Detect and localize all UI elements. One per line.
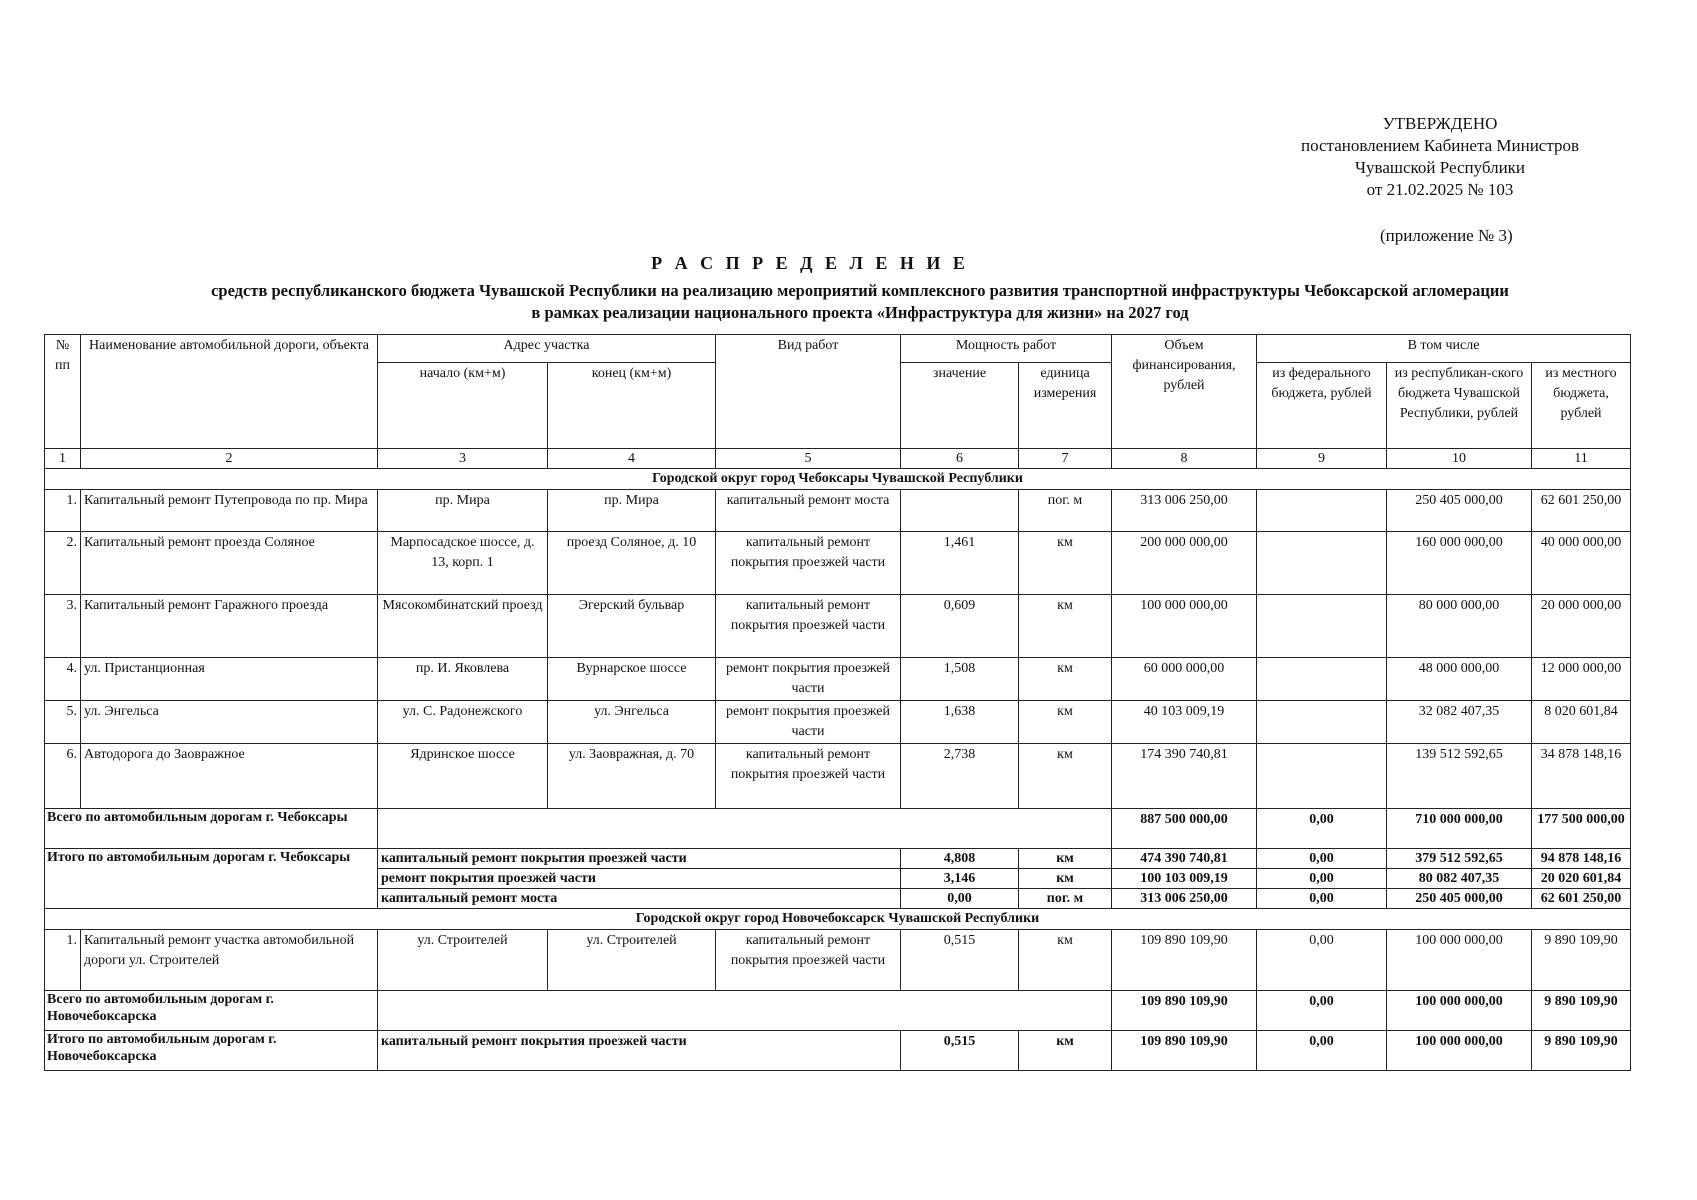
capacity-value: 0,515 [901, 1031, 1019, 1071]
column-number: 3 [378, 449, 548, 469]
column-number: 5 [716, 449, 901, 469]
end-address: ул. Строителей [548, 930, 716, 991]
funding-total: 109 890 109,90 [1112, 991, 1257, 1031]
capacity-unit: км [1019, 930, 1112, 991]
appendix-label: (приложение № 3) [1380, 226, 1513, 245]
row-number: 3. [45, 595, 81, 658]
column-number: 1 [45, 449, 81, 469]
itogo-label: Итого по автомобильным дорогам г. Новочебоксарска [45, 1031, 378, 1071]
funding-federal [1257, 744, 1387, 809]
header-work: Вид работ [716, 335, 901, 449]
column-numbers-row [45, 449, 1631, 469]
header-address: Адрес участка [378, 335, 716, 363]
funding-total: 174 390 740,81 [1112, 744, 1257, 809]
work-type: капитальный ремонт моста [716, 490, 901, 532]
funding-total: 109 890 109,90 [1112, 1031, 1257, 1071]
funding-republic: 139 512 592,65 [1387, 744, 1532, 809]
start-address: ул. Строителей [378, 930, 548, 991]
row-number: 6. [45, 744, 81, 809]
work-type: капитальный ремонт покрытия проезжей части [378, 1031, 901, 1071]
row-number: 1. [45, 930, 81, 991]
capacity-value [901, 490, 1019, 532]
funding-total: 40 103 009,19 [1112, 701, 1257, 744]
capacity-value: 0,609 [901, 595, 1019, 658]
distribution-table [44, 334, 1631, 1071]
itogo-row [45, 849, 1631, 869]
header-including: В том числе [1257, 335, 1631, 363]
end-address: проезд Соляное, д. 10 [548, 532, 716, 595]
total-label: Всего по автомобильным дорогам г. Чебоксары [45, 809, 378, 849]
funding-local: 9 890 109,90 [1532, 930, 1631, 991]
column-number: 4 [548, 449, 716, 469]
funding-republic: 80 000 000,00 [1387, 595, 1532, 658]
table-head [45, 335, 1631, 469]
funding-republic: 710 000 000,00 [1387, 809, 1532, 849]
column-number: 8 [1112, 449, 1257, 469]
start-address: пр. Мира [378, 490, 548, 532]
road-name: ул. Пристанционная [81, 658, 378, 701]
funding-republic: 100 000 000,00 [1387, 1031, 1532, 1071]
capacity-value: 0,515 [901, 930, 1019, 991]
capacity-unit: км [1019, 701, 1112, 744]
funding-republic: 48 000 000,00 [1387, 658, 1532, 701]
funding-federal [1257, 701, 1387, 744]
document-title: Р А С П Р Е Д Е Л Е Н И Е [651, 253, 969, 273]
section-cheboksary [45, 469, 1631, 909]
row-number: 4. [45, 658, 81, 701]
start-address: пр. И. Яковлева [378, 658, 548, 701]
road-name: Капитальный ремонт Путепровода по пр. Мира [81, 490, 378, 532]
work-type: капитальный ремонт покрытия проезжей части [716, 532, 901, 595]
capacity-unit: км [1019, 849, 1112, 869]
funding-federal: 0,00 [1257, 991, 1387, 1031]
funding-federal [1257, 595, 1387, 658]
table-row [45, 701, 1631, 744]
capacity-unit: км [1019, 595, 1112, 658]
start-address: Марпосадское шоссе, д. 13, корп. 1 [378, 532, 548, 595]
row-number: 5. [45, 701, 81, 744]
funding-federal [1257, 490, 1387, 532]
total-row [45, 991, 1631, 1031]
total-row [45, 809, 1631, 849]
header-unit: единица измерения [1019, 363, 1112, 449]
funding-total: 109 890 109,90 [1112, 930, 1257, 991]
funding-total: 474 390 740,81 [1112, 849, 1257, 869]
work-type: капитальный ремонт покрытия проезжей части [716, 744, 901, 809]
header-capacity: Мощность работ [901, 335, 1112, 363]
funding-federal: 0,00 [1257, 889, 1387, 909]
capacity-value: 1,461 [901, 532, 1019, 595]
funding-local: 40 000 000,00 [1532, 532, 1631, 595]
approval-line: Чувашской Республики [1354, 158, 1526, 177]
end-address: Вурнарское шоссе [548, 658, 716, 701]
start-address: ул. С. Радонежского [378, 701, 548, 744]
capacity-unit: пог. м [1019, 889, 1112, 909]
funding-federal [1257, 658, 1387, 701]
header-republic: из республикан-ского бюджета Чувашской Республики, рублей [1387, 363, 1532, 449]
total-blank [378, 991, 1112, 1031]
table-row [45, 658, 1631, 701]
work-type: капитальный ремонт покрытия проезжей части [378, 849, 901, 869]
section-novocheboksarsk [45, 909, 1631, 1071]
itogo-row [45, 1031, 1631, 1071]
start-address: Мясокомбинатский проезд [378, 595, 548, 658]
funding-local: 62 601 250,00 [1532, 490, 1631, 532]
column-number: 7 [1019, 449, 1112, 469]
end-address: пр. Мира [548, 490, 716, 532]
capacity-value: 3,146 [901, 869, 1019, 889]
funding-republic: 100 000 000,00 [1387, 991, 1532, 1031]
funding-local: 20 020 601,84 [1532, 869, 1631, 889]
funding-local: 62 601 250,00 [1532, 889, 1631, 909]
section-title: Городской округ город Чебоксары Чувашской Республики [45, 469, 1631, 490]
approval-stamp [1250, 113, 1630, 201]
header-value: значение [901, 363, 1019, 449]
end-address: ул. Энгельса [548, 701, 716, 744]
road-name: Автодорога до Заовражное [81, 744, 378, 809]
column-number: 9 [1257, 449, 1387, 469]
work-type: капитальный ремонт покрытия проезжей части [716, 595, 901, 658]
work-type: ремонт покрытия проезжей части [716, 658, 901, 701]
funding-local: 177 500 000,00 [1532, 809, 1631, 849]
capacity-unit: пог. м [1019, 490, 1112, 532]
capacity-value: 1,508 [901, 658, 1019, 701]
funding-local: 94 878 148,16 [1532, 849, 1631, 869]
itogo-label: Итого по автомобильным дорогам г. Чебоксары [45, 849, 378, 909]
capacity-unit: км [1019, 658, 1112, 701]
capacity-value: 2,738 [901, 744, 1019, 809]
funding-republic: 80 082 407,35 [1387, 869, 1532, 889]
funding-republic: 250 405 000,00 [1387, 490, 1532, 532]
funding-local: 8 020 601,84 [1532, 701, 1631, 744]
header-num: № пп [45, 335, 81, 449]
capacity-value: 4,808 [901, 849, 1019, 869]
section-title: Городской округ город Новочебоксарск Чувашской Республики [45, 909, 1631, 930]
funding-republic: 160 000 000,00 [1387, 532, 1532, 595]
funding-local: 9 890 109,90 [1532, 991, 1631, 1031]
funding-republic: 250 405 000,00 [1387, 889, 1532, 909]
row-number: 2. [45, 532, 81, 595]
header-volume: Объем финансирования, рублей [1112, 335, 1257, 449]
header-name: Наименование автомобильной дороги, объекта [81, 335, 378, 449]
work-type: ремонт покрытия проезжей части [716, 701, 901, 744]
column-number: 2 [81, 449, 378, 469]
funding-local: 20 000 000,00 [1532, 595, 1631, 658]
approval-line: постановлением Кабинета Министров [1300, 136, 1580, 155]
total-blank [378, 809, 1112, 849]
funding-federal: 0,00 [1257, 1031, 1387, 1071]
capacity-value: 1,638 [901, 701, 1019, 744]
approval-date: от 21.02.2025 № 103 [1366, 180, 1514, 199]
capacity-unit: км [1019, 744, 1112, 809]
work-type: капитальный ремонт моста [378, 889, 901, 909]
table-row [45, 744, 1631, 809]
funding-federal: 0,00 [1257, 930, 1387, 991]
funding-local: 12 000 000,00 [1532, 658, 1631, 701]
document-subtitle [0, 280, 1697, 324]
column-number: 11 [1532, 449, 1631, 469]
funding-local: 9 890 109,90 [1532, 1031, 1631, 1071]
road-name: Капитальный ремонт проезда Соляное [81, 532, 378, 595]
work-type: ремонт покрытия проезжей части [378, 869, 901, 889]
end-address: Эгерский бульвар [548, 595, 716, 658]
funding-federal [1257, 532, 1387, 595]
funding-federal: 0,00 [1257, 869, 1387, 889]
funding-republic: 100 000 000,00 [1387, 930, 1532, 991]
funding-total: 887 500 000,00 [1112, 809, 1257, 849]
funding-total: 313 006 250,00 [1112, 490, 1257, 532]
column-number: 6 [901, 449, 1019, 469]
funding-total: 313 006 250,00 [1112, 889, 1257, 909]
approval-heading: УТВЕРЖДЕНО [1382, 114, 1498, 133]
table-row [45, 930, 1631, 991]
funding-republic: 379 512 592,65 [1387, 849, 1532, 869]
header-federal: из федерального бюджета, рублей [1257, 363, 1387, 449]
capacity-unit: км [1019, 869, 1112, 889]
funding-federal: 0,00 [1257, 849, 1387, 869]
capacity-unit: км [1019, 1031, 1112, 1071]
capacity-value: 0,00 [901, 889, 1019, 909]
end-address: ул. Заовражная, д. 70 [548, 744, 716, 809]
header-start: начало (км+м) [378, 363, 548, 449]
funding-total: 100 103 009,19 [1112, 869, 1257, 889]
subtitle-line: средств республиканского бюджета Чувашской Республики на реализацию мероприятий комплексного развития транспортной инфраструктуры Чебоксарской агломерации [211, 281, 1509, 300]
header-local: из местного бюджета, рублей [1532, 363, 1631, 449]
funding-total: 100 000 000,00 [1112, 595, 1257, 658]
start-address: Ядринское шоссе [378, 744, 548, 809]
capacity-unit: км [1019, 532, 1112, 595]
row-number: 1. [45, 490, 81, 532]
total-label: Всего по автомобильным дорогам г. Новочебоксарска [45, 991, 378, 1031]
funding-total: 200 000 000,00 [1112, 532, 1257, 595]
column-number: 10 [1387, 449, 1532, 469]
funding-federal: 0,00 [1257, 809, 1387, 849]
subtitle-line: в рамках реализации национального проекта «Инфраструктура для жизни» на 2027 год [531, 303, 1189, 322]
funding-total: 60 000 000,00 [1112, 658, 1257, 701]
header-end: конец (км+м) [548, 363, 716, 449]
table-row [45, 595, 1631, 658]
table-row [45, 532, 1631, 595]
road-name: Капитальный ремонт Гаражного проезда [81, 595, 378, 658]
funding-local: 34 878 148,16 [1532, 744, 1631, 809]
work-type: капитальный ремонт покрытия проезжей части [716, 930, 901, 991]
funding-republic: 32 082 407,35 [1387, 701, 1532, 744]
table-row [45, 490, 1631, 532]
road-name: ул. Энгельса [81, 701, 378, 744]
road-name: Капитальный ремонт участка автомобильной дороги ул. Строителей [81, 930, 378, 991]
